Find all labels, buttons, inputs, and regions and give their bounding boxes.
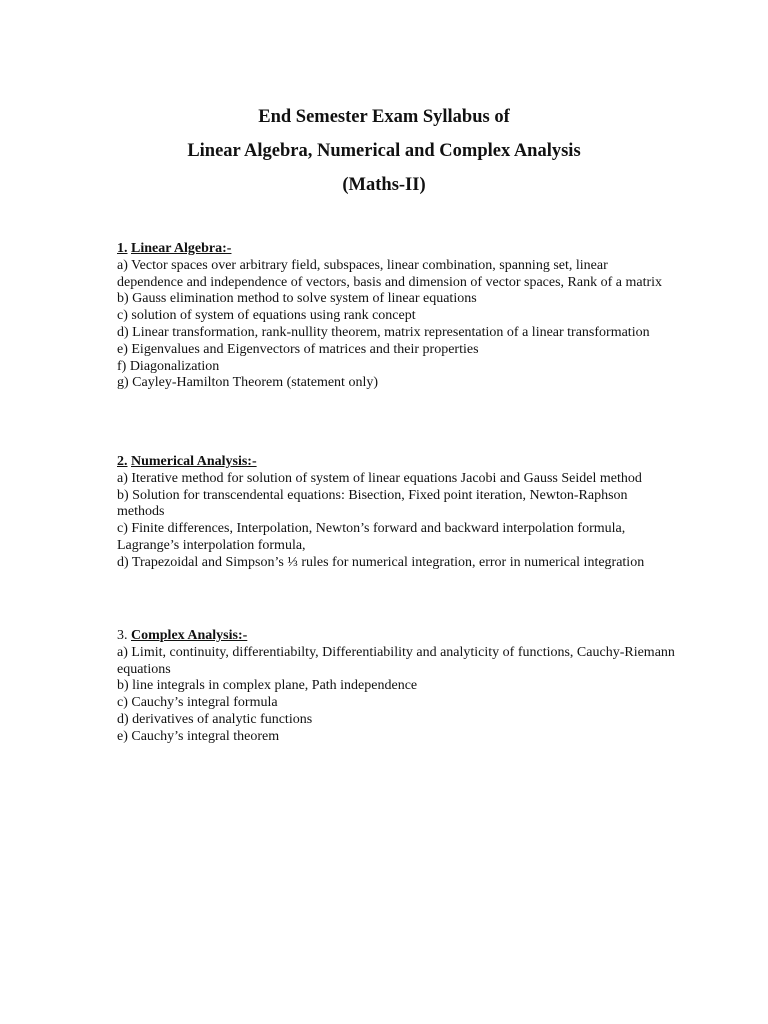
syllabus-item: c) solution of system of equations using rank concept <box>117 308 416 324</box>
syllabus-item: c) Cauchy’s integral formula <box>117 695 278 711</box>
syllabus-item: a) Limit, continuity, differentiabilty, Differentiability and analyticity of functions, Cauchy-Riemann equations <box>117 644 675 677</box>
syllabus-item: c) Finite differences, Interpolation, Newton’s forward and backward interpolation formula, Lagrange’s interpolation formula, <box>117 521 626 553</box>
section-title: Linear Algebra:- <box>131 241 232 256</box>
section-heading <box>117 241 677 258</box>
title-line-1: End Semester Exam Syllabus of <box>258 107 510 127</box>
syllabus-item: e) Cauchy’s integral theorem <box>117 728 280 744</box>
syllabus-item: b) Gauss elimination method to solve system of linear equations <box>117 291 477 307</box>
syllabus-item: d) Trapezoidal and Simpson’s ⅓ rules for numerical integration, error in numerical integration <box>117 554 645 570</box>
section-number: 2. <box>117 454 128 469</box>
syllabus-item: a) Vector spaces over arbitrary field, subspaces, linear combination, spanning set, linear dependence and independence of vectors, basis and dimension of vector spaces, Rank of a matrix <box>117 257 663 290</box>
section-number: 1. <box>117 241 128 256</box>
syllabus-item: f) Diagonalization <box>117 358 220 374</box>
section-number: 3. <box>117 628 128 643</box>
section-title: Complex Analysis:- <box>131 628 248 643</box>
syllabus-item: b) line integrals in complex plane, Path independence <box>117 678 418 694</box>
title-line-3: (Maths-II) <box>342 175 426 195</box>
syllabus-item: b) Solution for transcendental equations: Bisection, Fixed point iteration, Newton-Raphson methods <box>117 487 628 520</box>
syllabus-item: e) Eigenvalues and Eigenvectors of matrices and their properties <box>117 341 479 357</box>
syllabus-item: g) Cayley-Hamilton Theorem (statement only) <box>117 375 379 391</box>
section-linear-algebra <box>117 241 677 392</box>
syllabus-item: d) Linear transformation, rank-nullity theorem, matrix representation of a linear transformation <box>117 324 650 340</box>
syllabus-item: a) Iterative method for solution of system of linear equations Jacobi and Gauss Seidel method <box>117 470 642 486</box>
section-heading <box>117 454 677 471</box>
section-numerical-analysis <box>117 454 677 572</box>
section-complex-analysis <box>117 628 677 746</box>
section-title: Numerical Analysis:- <box>131 454 257 469</box>
syllabus-item: d) derivatives of analytic functions <box>117 711 313 727</box>
title-line-2: Linear Algebra, Numerical and Complex Analysis <box>187 141 581 161</box>
section-heading <box>117 628 677 645</box>
